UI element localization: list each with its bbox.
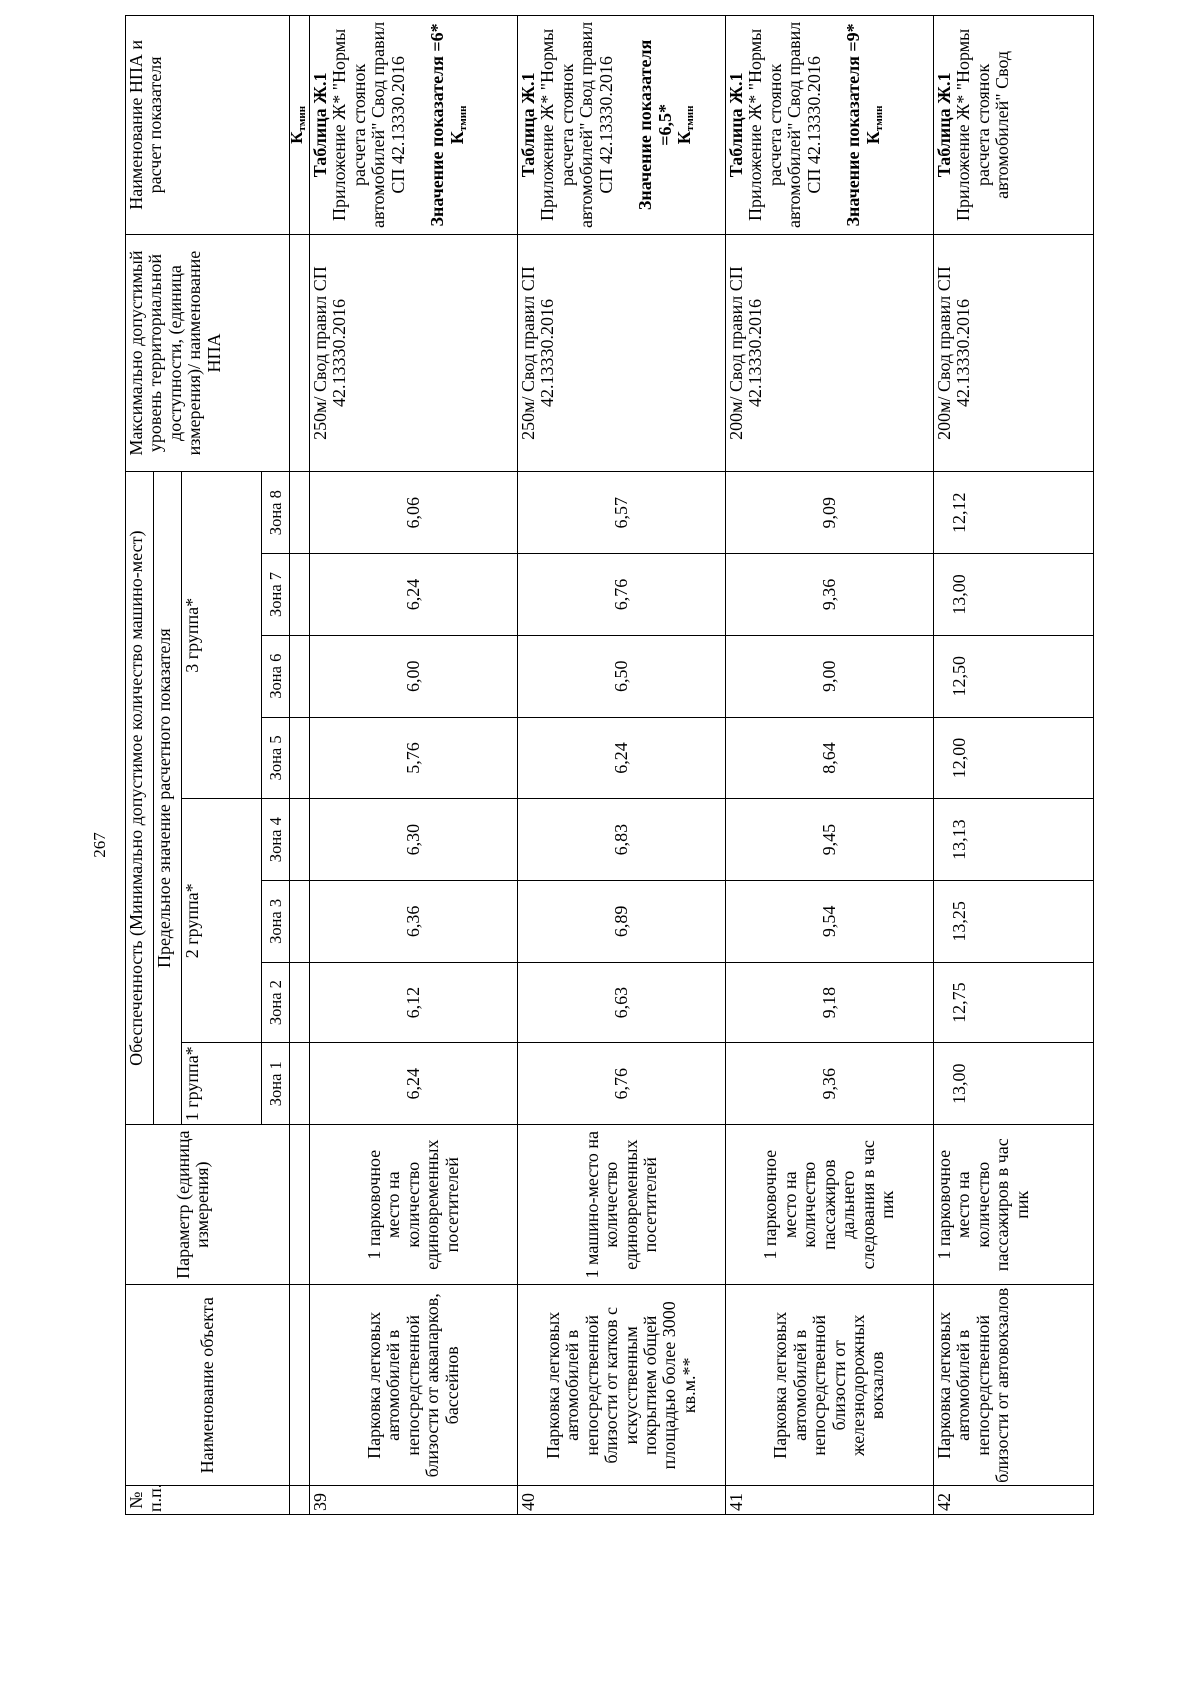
zone-5-value: 8,64 <box>726 717 934 799</box>
zone-4-value: 9,45 <box>726 799 934 881</box>
table-row <box>934 16 1094 1515</box>
zone-5-value: 6,24 <box>518 717 726 799</box>
zone-3-value: 6,36 <box>310 881 518 963</box>
object-name: Парковка легковых автомобилей в непосредственной близости от катков с искусственным покрытием общей площадью более 3000 кв.м.** <box>518 1285 726 1486</box>
zone-3-value: 9,54 <box>726 881 934 963</box>
npa-text: Приложение Ж* "Нормы расчета стоянок автомобилей" Свод <box>953 28 1013 222</box>
zone-6-value: 9,00 <box>726 635 934 717</box>
row-number: 41 <box>726 1486 934 1515</box>
npa-title: Таблица Ж.1 <box>310 72 330 178</box>
npa-value: Значение показателя =9* <box>843 23 864 227</box>
header-npa-name: Наименование НПА и расчет показателя <box>126 16 290 235</box>
header-zone-4: Зона 4 <box>262 799 290 881</box>
npa-text: Приложение Ж* "Нормы расчета стоянок автомобилей" Свод правил СП 42.13330.2016 <box>537 21 616 229</box>
zone-4-value: 6,30 <box>310 799 518 881</box>
header-object-name: Наименование объекта <box>126 1285 290 1486</box>
access-cell: 200м/ Свод правил СП 42.13330.2016 <box>934 234 1094 471</box>
header-zone-3: Зона 3 <box>262 881 290 963</box>
npa-value: Значение показателя =6,5* <box>635 39 675 211</box>
object-name: Парковка легковых автомобилей в непосредственной близости от железнодорожных вокзалов <box>726 1285 934 1486</box>
zone-6-value: 12,50 <box>934 635 1094 717</box>
header-zone-6: Зона 6 <box>262 635 290 717</box>
zone-1-value: 6,76 <box>518 1043 726 1125</box>
header-max-access: Максимально допустимый уровень территориальной доступности, (единица измерения)/ наименование НПА <box>126 234 290 471</box>
access-cell: 250м/ Свод правил СП 42.13330.2016 <box>310 234 518 471</box>
zone-6-value: 6,50 <box>518 635 726 717</box>
object-name: Парковка легковых автомобилей в непосредственной близости от автовокзалов <box>934 1285 1094 1486</box>
zone-1-value: 6,24 <box>310 1043 518 1125</box>
zone-7-value: 9,36 <box>726 554 934 636</box>
header-group-1: 1 группа* <box>182 1043 262 1125</box>
page-number: 267 <box>90 832 109 858</box>
parameter-cell: 1 парковочное место на количество пассажиров в час пик <box>934 1125 1094 1285</box>
zone-8-value: 9,09 <box>726 472 934 554</box>
zone-7-value: 6,24 <box>310 554 518 636</box>
header-zone-2: Зона 2 <box>262 962 290 1043</box>
zone-7-value: 13,00 <box>934 554 1094 636</box>
zone-1-value: 13,00 <box>934 1043 1094 1125</box>
header-zone-8: Зона 8 <box>262 472 290 554</box>
zone-4-value: 6,83 <box>518 799 726 881</box>
npa-cell <box>310 16 518 235</box>
table-row <box>518 16 726 1515</box>
header-parameter: Параметр (единица измерения) <box>126 1125 290 1285</box>
zone-3-value: 6,89 <box>518 881 726 963</box>
parameter-cell: 1 парковочное место на количество единовременных посетителей <box>310 1125 518 1285</box>
k-label: $К_{тмин}$ <box>674 105 697 145</box>
parameter-cell: 1 парковочное место на количество пассажиров дальнего следования в час пик <box>726 1125 934 1285</box>
access-cell: 200м/ Свод правил СП 42.13330.2016 <box>726 234 934 471</box>
zone-8-value: 6,57 <box>518 472 726 554</box>
row-number: 39 <box>310 1486 518 1515</box>
parameter-cell: 1 машино-место на количество единовременных посетителей <box>518 1125 726 1285</box>
row-number: 40 <box>518 1486 726 1515</box>
access-cell: 250м/ Свод правил СП 42.13330.2016 <box>518 234 726 471</box>
zone-6-value: 6,00 <box>310 635 518 717</box>
zone-2-value: 6,12 <box>310 962 518 1043</box>
npa-text: Приложение Ж* "Нормы расчета стоянок автомобилей" Свод правил СП 42.13330.2016 <box>745 21 824 229</box>
k-label: $К_{тмин}$ <box>290 16 310 235</box>
zone-2-value: 12,75 <box>934 962 1094 1043</box>
npa-value: Значение показателя =6* <box>427 23 448 227</box>
rotated-table-page <box>125 15 1135 1515</box>
npa-title: Таблица Ж.1 <box>518 72 538 178</box>
zone-7-value: 6,76 <box>518 554 726 636</box>
npa-text: Приложение Ж* "Нормы расчета стоянок автомобилей" Свод правил СП 42.13330.2016 <box>329 21 408 229</box>
zone-8-value: 12,12 <box>934 472 1094 554</box>
norms-table <box>125 15 1094 1515</box>
zone-3-value: 13,25 <box>934 881 1094 963</box>
npa-cell <box>726 16 934 235</box>
header-limit-value: Предельное значение расчетного показателя <box>154 472 182 1125</box>
k-label: $К_{тмин}$ <box>862 105 885 145</box>
zone-4-value: 13,13 <box>934 799 1094 881</box>
npa-title: Таблица Ж.1 <box>726 72 746 178</box>
header-group-2: 2 группа* <box>182 799 262 1043</box>
table-row <box>310 16 518 1515</box>
header-group-3: 3 группа* <box>182 472 262 799</box>
zone-2-value: 9,18 <box>726 962 934 1043</box>
header-zone-7: Зона 7 <box>262 554 290 636</box>
header-zone-1: Зона 1 <box>262 1043 290 1125</box>
header-provision: Обеспеченность (Минимально допустимое количество машино-мест) <box>126 472 154 1125</box>
npa-cell <box>518 16 726 235</box>
zone-8-value: 6,06 <box>310 472 518 554</box>
table-row <box>726 16 934 1515</box>
zone-2-value: 6,63 <box>518 962 726 1043</box>
header-zone-5: Зона 5 <box>262 717 290 799</box>
object-name: Парковка легковых автомобилей в непосредственной близости от аквапарков, бассейнов <box>310 1285 518 1486</box>
npa-title: Таблица Ж.1 <box>934 72 954 178</box>
row-number: 42 <box>934 1486 1094 1515</box>
zone-1-value: 9,36 <box>726 1043 934 1125</box>
npa-cell <box>934 16 1094 235</box>
zone-5-value: 12,00 <box>934 717 1094 799</box>
header-no: № п.п. <box>126 1486 290 1515</box>
zone-5-value: 5,76 <box>310 717 518 799</box>
k-label: $К_{тмин}$ <box>446 105 469 145</box>
